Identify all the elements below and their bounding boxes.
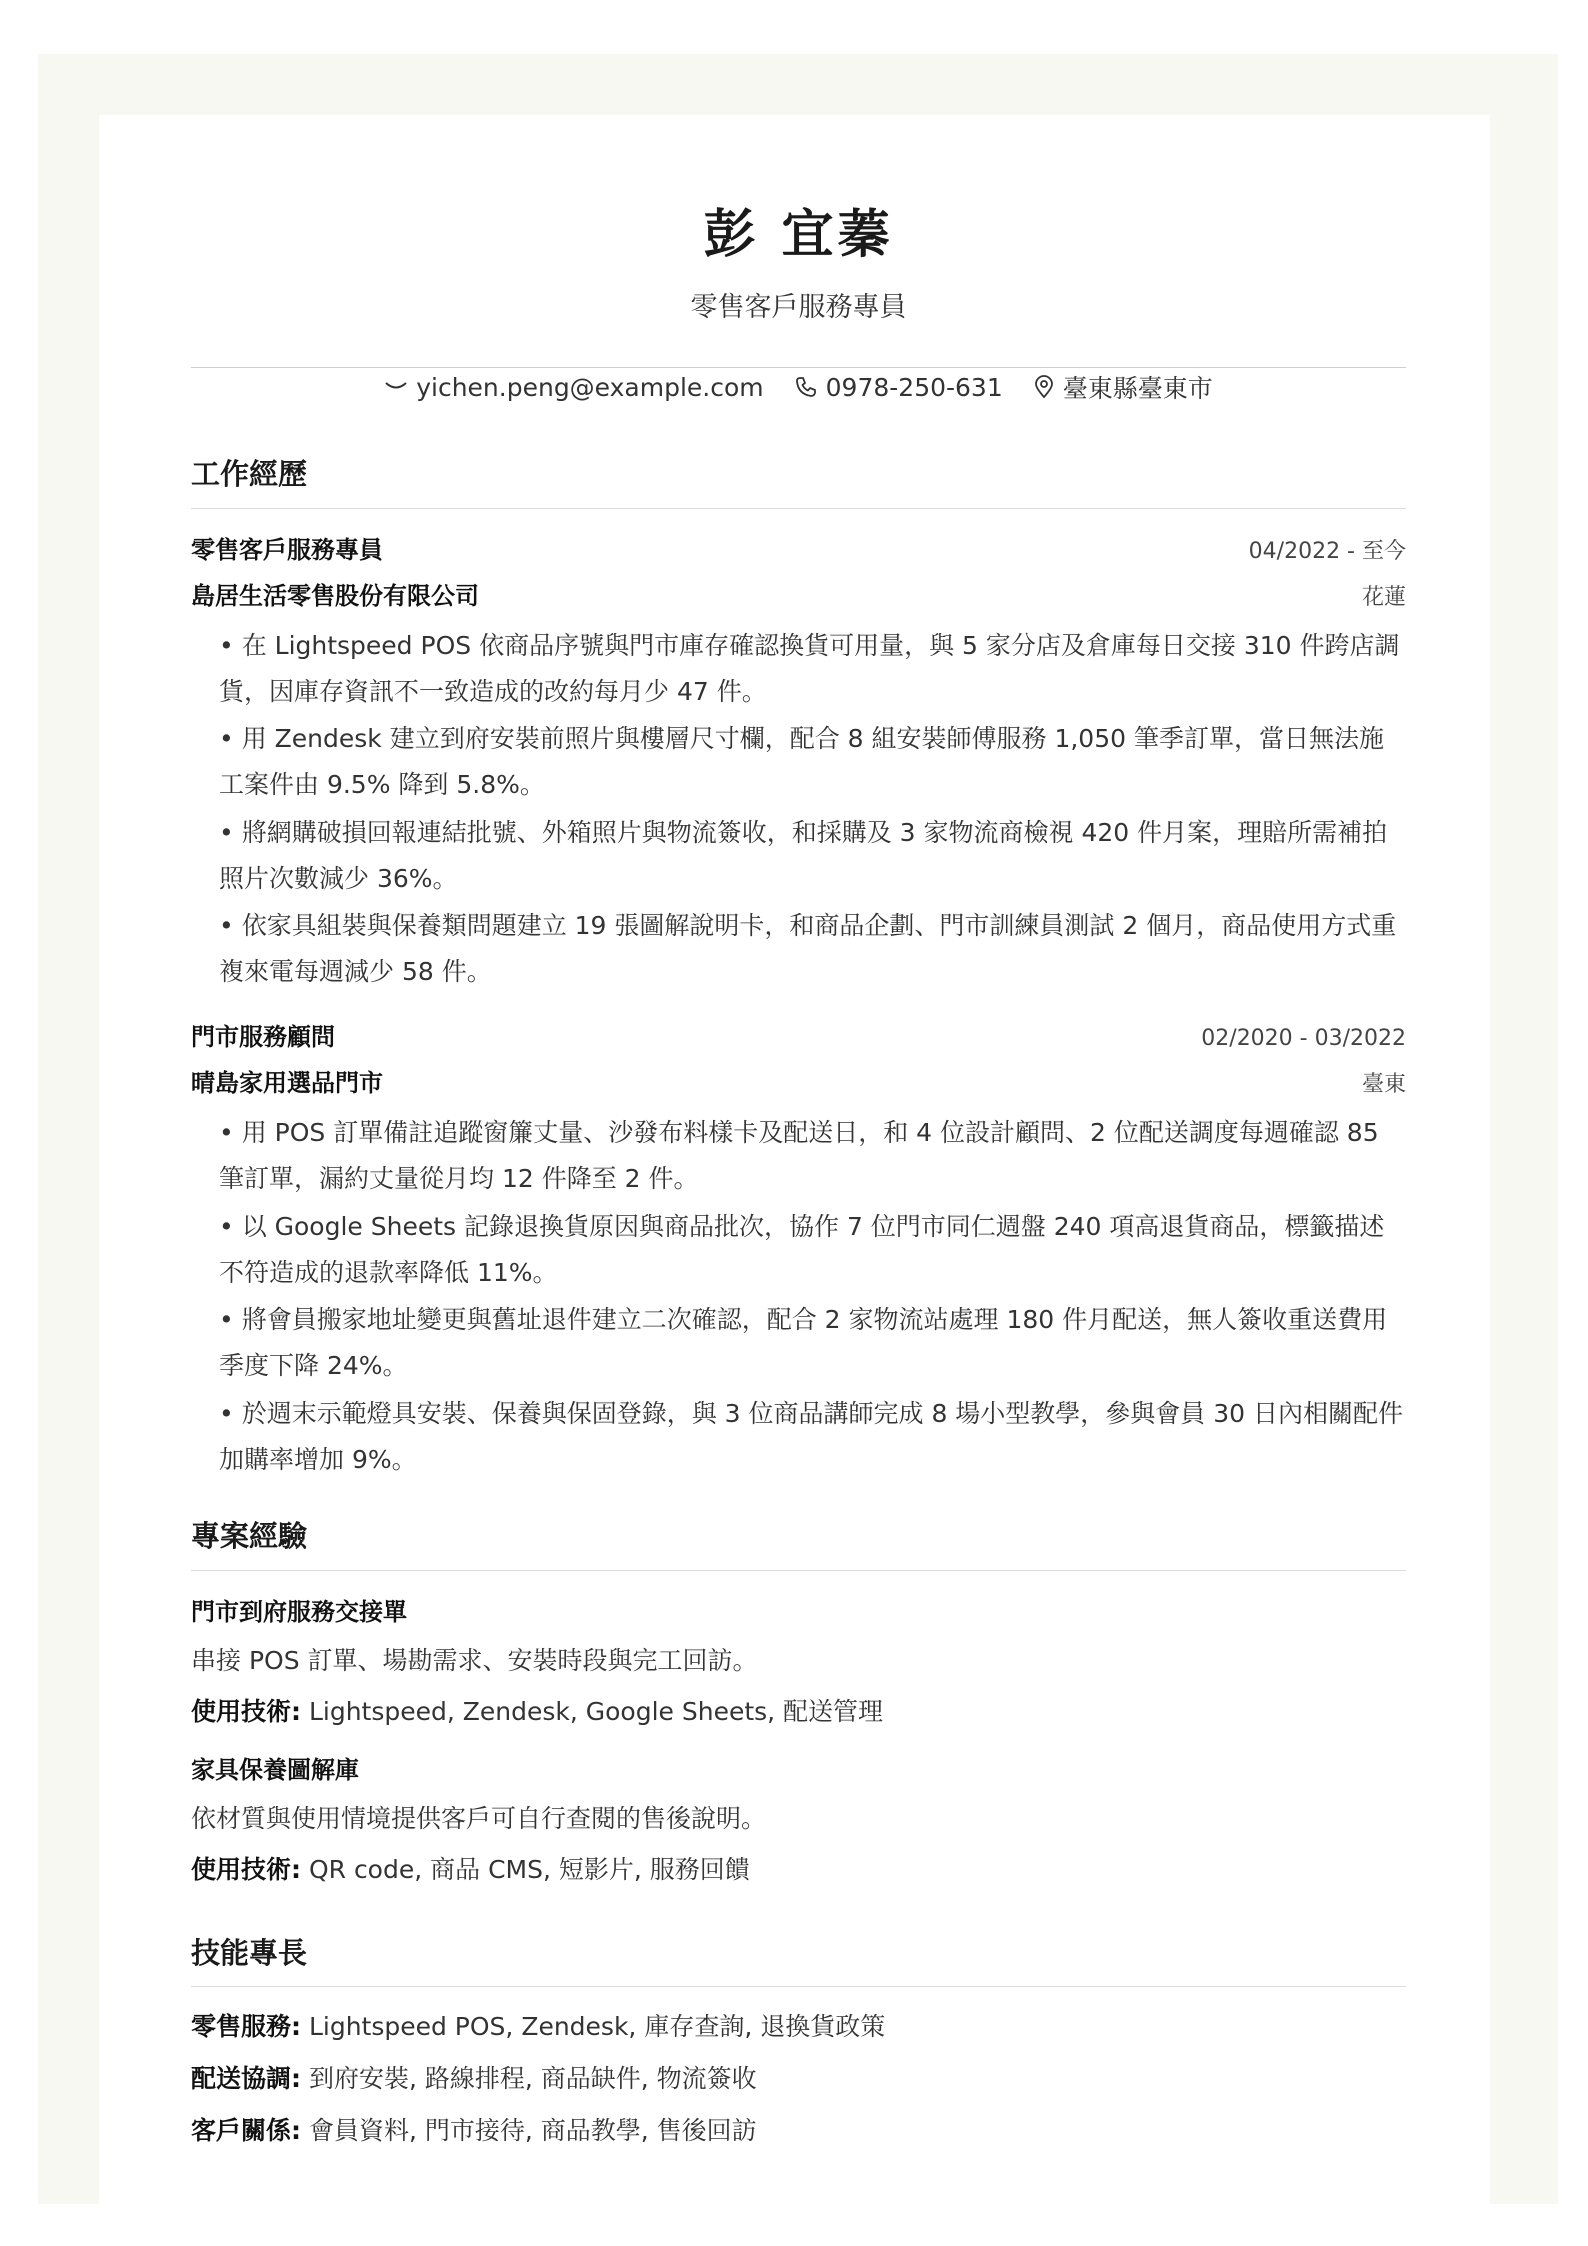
job-bullet: • 於週末示範燈具安裝、保養與保固登錄，與 3 位商品講師完成 8 場小型教學，參與會員 30 日內相關配件加購率增加 9%。 (219, 1399, 1404, 1474)
project-description: 串接 POS 訂單、場勘需求、安裝時段與完工回訪。 (191, 1646, 758, 1675)
project-title: 家具保養圖解庫 (191, 1756, 359, 1784)
skill-value: Lightspeed POS, Zendesk, 庫存查詢, 退換貨政策 (301, 2012, 886, 2041)
job-bullet: • 依家具組裝與保養類問題建立 19 張圖解說明卡，和商品企劃、門市訓練員測試 2 個月，商品使用方式重複來電每週減少 58 件。 (219, 911, 1397, 986)
section-divider-experience (191, 508, 1406, 509)
contact-location (1033, 369, 1213, 405)
tech-list: QR code, 商品 CMS, 短影片, 服務回饋 (301, 1855, 750, 1884)
skill-row (191, 2061, 1406, 2097)
email-icon (384, 380, 408, 394)
project-title: 門市到府服務交接單 (191, 1598, 407, 1626)
contact-email[interactable] (384, 373, 763, 402)
company-name: 晴島家用選品門市 (191, 1069, 383, 1097)
job-dates: 04/2022 - 至今 (1248, 539, 1406, 564)
project-tech (191, 1694, 1406, 1730)
job-location: 花蓮 (1361, 585, 1406, 610)
contact-bar (191, 368, 1406, 406)
phone-text: 0978-250-631 (825, 372, 1003, 402)
section-title-projects: 專案經驗 (191, 1519, 308, 1553)
job-dates: 02/2020 - 03/2022 (1201, 1026, 1406, 1051)
job-bullet: • 用 Zendesk 建立到府安裝前照片與樓層尺寸欄，配合 8 組安裝師傅服務 1,050 筆季訂單，當日無法施工案件由 9.5% 降到 5.8%。 (219, 724, 1384, 799)
contact-phone[interactable] (794, 373, 1003, 402)
section-title-skills: 技能專長 (191, 1936, 308, 1970)
section-divider-skills (191, 1986, 1406, 1987)
skill-label: 零售服務: (191, 2012, 301, 2041)
tech-list: Lightspeed, Zendesk, Google Sheets, 配送管理 (301, 1697, 884, 1726)
location-text: 臺東縣臺東市 (1062, 374, 1213, 403)
project-tech (191, 1852, 1406, 1888)
candidate-name: 彭 宜蓁 (703, 205, 894, 265)
section-divider-projects (191, 1570, 1406, 1571)
job-bullet: • 將網購破損回報連結批號、外箱照片與物流簽收，和採購及 3 家物流商檢視 420 件月案，理賠所需補拍照片次數減少 36%。 (219, 818, 1388, 893)
email-text: yichen.peng@example.com (416, 372, 764, 402)
job-bullet: • 用 POS 訂單備註追蹤窗簾丈量、沙發布料樣卡及配送日，和 4 位設計顧問、2 位配送調度每週確認 85 筆訂單，漏約丈量從月均 12 件降至 2 件。 (219, 1118, 1379, 1193)
tech-label: 使用技術: (191, 1697, 301, 1726)
job-bullet: • 將會員搬家地址變更與舊址退件建立二次確認，配合 2 家物流站處理 180 件月配送，無人簽收重送費用季度下降 24%。 (219, 1305, 1388, 1380)
company-name: 島居生活零售股份有限公司 (191, 582, 479, 610)
phone-icon (794, 375, 818, 399)
skill-label: 客戶關係: (191, 2116, 301, 2145)
skill-row (191, 2009, 1406, 2045)
tech-label: 使用技術: (191, 1855, 301, 1884)
location-pin-icon (1033, 375, 1055, 399)
project-description: 依材質與使用情境提供客戶可自行查閱的售後說明。 (191, 1804, 767, 1833)
skill-value: 會員資料, 門市接待, 商品教學, 售後回訪 (301, 2116, 757, 2145)
candidate-title: 零售客戶服務專員 (690, 292, 907, 323)
skill-row (191, 2113, 1406, 2149)
section-title-experience: 工作經歷 (191, 457, 308, 491)
skill-label: 配送協調: (191, 2064, 301, 2093)
job-title: 零售客戶服務專員 (191, 536, 383, 564)
job-title: 門市服務顧問 (191, 1023, 335, 1051)
skill-value: 到府安裝, 路線排程, 商品缺件, 物流簽收 (301, 2064, 757, 2093)
job-location: 臺東 (1361, 1072, 1406, 1097)
job-bullet: • 在 Lightspeed POS 依商品序號與門市庫存確認換貨可用量，與 5 家分店及倉庫每日交接 310 件跨店調貨，因庫存資訊不一致造成的改約每月少 47 件。 (219, 631, 1400, 706)
job-bullet: • 以 Google Sheets 記錄退換貨原因與商品批次，協作 7 位門市同仁週盤 240 項高退貨商品，標籤描述不符造成的退款率降低 11%。 (219, 1212, 1385, 1287)
